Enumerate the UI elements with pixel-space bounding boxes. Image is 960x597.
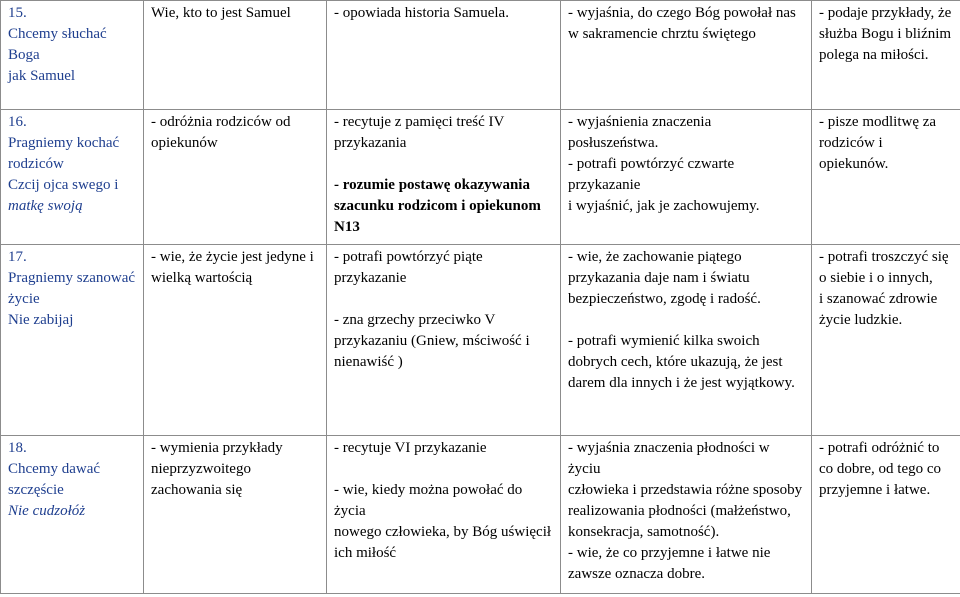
- cell-line: - wie, kiedy można powołać do życia: [334, 482, 523, 519]
- cell-line: przykazanie: [334, 270, 407, 286]
- cell-line: służba Bogu i bliźnim: [819, 26, 952, 42]
- cell-line: - wie, że życie jest jedyne i: [151, 249, 314, 265]
- cell-line: Wie, kto to jest Samuel: [151, 5, 291, 21]
- cell-line: - potrafi wymienić kilka swoich: [568, 333, 760, 349]
- cell-line: realizowania płodności (małżeństwo,: [568, 503, 791, 519]
- cell-line: przykazaniu (Gniew, mściwość i: [334, 333, 530, 349]
- cell-line: - pisze modlitwę za: [819, 114, 937, 130]
- line-gap: [334, 459, 554, 480]
- cell-line: w sakramencie chrztu świętego: [568, 26, 756, 42]
- content-cell: [561, 436, 812, 594]
- cell-line: co dobre, od tego co: [819, 461, 942, 477]
- lesson-cell: [1, 245, 144, 436]
- cell-line: i wyjaśnić, jak je zachowujemy.: [568, 198, 760, 214]
- lesson-cell: [1, 436, 144, 594]
- cell-line: życie ludzkie.: [819, 312, 903, 328]
- lesson-title-line: Pragniemy szanować: [8, 270, 136, 286]
- table-row: [1, 1, 960, 110]
- line-gap: [334, 154, 554, 175]
- cell-line: - potrafi powtórzyć piąte: [334, 249, 483, 265]
- content-cell: [144, 110, 327, 245]
- content-cell: [561, 110, 812, 245]
- cell-line: - recytuje z pamięci treść IV: [334, 114, 505, 130]
- line-gap: [568, 310, 805, 331]
- lesson-title-line: Chcemy dawać: [8, 461, 101, 477]
- lesson-title-line: jak Samuel: [8, 68, 76, 84]
- cell-line: - opowiada historia Samuela.: [334, 5, 509, 21]
- lesson-title-line: Pragniemy kochać: [8, 135, 120, 151]
- content-cell: [812, 436, 960, 594]
- cell-line: - wie, że zachowanie piątego: [568, 249, 742, 265]
- cell-line: - recytuje VI przykazanie: [334, 440, 487, 456]
- content-cell: [144, 245, 327, 436]
- cell-line: - potrafi odróżnić to: [819, 440, 940, 456]
- lesson-number: 16.: [8, 114, 27, 130]
- cell-line: nowego człowieka, by Bóg uświęcił: [334, 524, 552, 540]
- cell-line: zawsze oznacza dobre.: [568, 566, 705, 582]
- lesson-title-line: szczęście: [8, 482, 64, 498]
- table-row: [1, 110, 960, 245]
- lesson-commandment: Nie cudzołóż: [8, 503, 86, 519]
- content-cell: [144, 436, 327, 594]
- cell-line: opiekunów: [151, 135, 218, 151]
- cell-line: przykazania: [334, 135, 407, 151]
- cell-line: - wyjaśnia znaczenia płodności w życiu: [568, 440, 770, 477]
- lesson-commandment: matkę swoją: [8, 198, 83, 214]
- content-cell: [327, 110, 561, 245]
- content-cell: [327, 436, 561, 594]
- cell-line: - podaje przykłady, że: [819, 5, 952, 21]
- cell-line: - wie, że co przyjemne i łatwe nie: [568, 545, 771, 561]
- cell-line: dobrych cech, które ukazują, że jest: [568, 354, 783, 370]
- content-cell: [812, 245, 960, 436]
- cell-line: N13: [334, 219, 360, 235]
- cell-line: szacunku rodzicom i opiekunom: [334, 198, 541, 214]
- content-cell: [327, 245, 561, 436]
- cell-line: nieprzyzwoitego: [151, 461, 251, 477]
- cell-line: - wyjaśnia, do czego Bóg powołał nas: [568, 5, 796, 21]
- cell-line: wielką wartością: [151, 270, 253, 286]
- cell-line: darem dla innych i że jest wyjątkowy.: [568, 375, 795, 391]
- cell-line: zachowania się: [151, 482, 243, 498]
- cell-line: - zna grzechy przeciwko V: [334, 312, 496, 328]
- cell-line: - wymienia przykłady: [151, 440, 283, 456]
- cell-line: konsekracja, samotność).: [568, 524, 720, 540]
- lesson-title-line: Nie zabijaj: [8, 312, 74, 328]
- table-row: [1, 436, 960, 594]
- lesson-number: 18.: [8, 440, 27, 456]
- cell-line: przyjemne i łatwe.: [819, 482, 931, 498]
- cell-line: polega na miłości.: [819, 47, 929, 63]
- cell-line: człowieka i przedstawia różne sposoby: [568, 482, 803, 498]
- cell-line: i szanować zdrowie: [819, 291, 938, 307]
- lesson-title-line: Czcij ojca swego i: [8, 177, 119, 193]
- cell-line: - wyjaśnienia znaczenia posłuszeństwa.: [568, 114, 712, 151]
- table-row: [1, 245, 960, 436]
- cell-line: rodziców i: [819, 135, 883, 151]
- content-cell: [561, 245, 812, 436]
- content-cell: [561, 1, 812, 110]
- cell-line: - potrafi powtórzyć czwarte przykazanie: [568, 156, 735, 193]
- lesson-cell: [1, 1, 144, 110]
- cell-line: nienawiść ): [334, 354, 403, 370]
- lesson-cell: [1, 110, 144, 245]
- cell-line: - potrafi troszczyć się: [819, 249, 949, 265]
- cell-line: bezpieczeństwo, zgodę i radość.: [568, 291, 761, 307]
- lesson-title-line: rodziców: [8, 156, 64, 172]
- lesson-title-line: Chcemy słuchać Boga: [8, 26, 107, 63]
- content-cell: [144, 1, 327, 110]
- cell-line: ich miłość: [334, 545, 397, 561]
- line-gap: [334, 289, 554, 310]
- cell-line: przykazania daje nam i światu: [568, 270, 750, 286]
- cell-line: - rozumie postawę okazywania: [334, 177, 530, 193]
- lesson-number: 15.: [8, 5, 27, 21]
- content-cell: [812, 1, 960, 110]
- lesson-number: 17.: [8, 249, 27, 265]
- lesson-title-line: życie: [8, 291, 40, 307]
- cell-line: - odróżnia rodziców od: [151, 114, 291, 130]
- content-cell: [812, 110, 960, 245]
- cell-line: o siebie i o innych,: [819, 270, 933, 286]
- content-cell: [327, 1, 561, 110]
- cell-line: opiekunów.: [819, 156, 889, 172]
